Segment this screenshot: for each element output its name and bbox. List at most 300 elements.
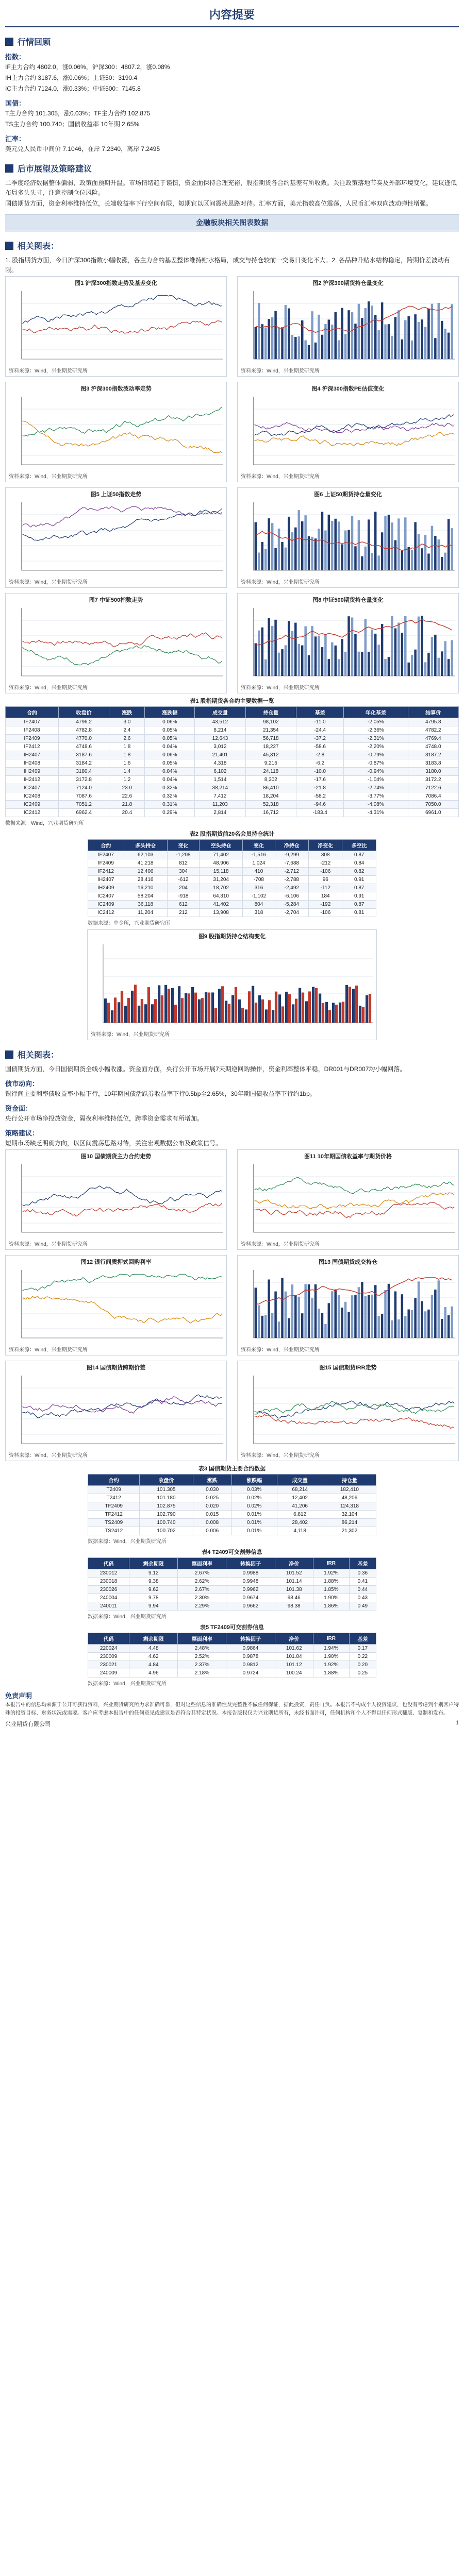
table-cell: 0.32% [145,784,195,792]
bar [368,1295,370,1338]
table-cell: 13,908 [200,909,243,917]
bar [274,1292,276,1338]
table-cell: 2.30% [178,1594,226,1602]
series-line [255,1193,454,1209]
chart-panel [5,1255,227,1355]
bar [394,317,396,359]
table-cell: 240011 [88,1602,129,1611]
table-cell: 1.88% [313,1578,349,1586]
bar [444,329,446,359]
bar [411,1310,413,1338]
short-bar [241,1008,244,1023]
table5-title: 表5 TF2409可交割券信息 [200,1624,264,1631]
long-bar [198,999,201,1023]
section1-heading-text: 行情回顾 [18,38,51,47]
short-bar [114,997,117,1023]
long-bar [238,999,241,1023]
table-cell: 9.62 [129,1586,178,1594]
table-row [6,784,459,792]
bar [255,643,257,676]
long-bar [158,985,160,1023]
table-cell: -21.8 [296,784,343,792]
bar [264,328,267,359]
table-row [88,1527,376,1535]
table-cell: -2.36% [344,726,408,735]
short-bar [342,1002,344,1023]
bar [394,1292,396,1338]
long-bar [111,1010,113,1023]
table-cell: 0.015 [193,1511,231,1519]
column-header: 持仓量 [245,707,296,718]
bar [377,330,379,359]
series-line [23,646,222,665]
table-cell: 98,102 [245,718,296,726]
table-row [88,1494,376,1502]
table-cell: 98.38 [275,1602,313,1611]
bond-intro: 国债期货方面，今日国债期货全线小幅收涨。资金面方面，央行公开市场开展7天期逆回购操作，资金利率整体平稳，DR001与DR007均小幅回落。 [5,1065,406,1073]
short-bar [369,994,371,1023]
long-bar [138,1006,140,1023]
table-cell: 812 [167,859,199,868]
table-cell: IC2407 [88,892,124,901]
long-bar [171,988,174,1023]
bar [418,1281,420,1338]
chart-source: 资料来源：Wind，兴业期货研究所 [9,580,88,585]
table-cell: -2.74% [344,784,408,792]
table-cell: 11,203 [195,801,245,809]
short-bar [315,988,318,1023]
table-cell: 15,118 [200,868,243,876]
chart-title: 图10 国债期货主力合约走势 [80,1154,152,1160]
long-bar [285,992,288,1023]
table-cell: 16,712 [245,809,296,817]
long-bar [339,1003,341,1023]
table-row [6,718,459,726]
chart-panel [237,382,459,482]
table-row [88,1594,376,1602]
table-row [88,1511,376,1519]
table-cell: 0.41 [349,1578,376,1586]
bar [384,516,386,570]
table-row [6,751,459,759]
chart-plot [6,1267,226,1344]
bar [407,663,409,676]
chart-title: 图12 银行间质押式回购利率 [80,1259,152,1265]
chart-title: 图5 上证50指数走势 [90,492,142,498]
table-cell: 4795.8 [408,718,458,726]
section-marker-icon [5,38,13,46]
bar [258,303,260,359]
bar [288,309,290,360]
long-bar [305,1001,308,1023]
column-header: IRR [313,1633,349,1645]
long-bar [345,985,348,1023]
table-cell: IC2409 [88,901,124,909]
chart-panel [237,1149,459,1250]
bar [361,318,363,359]
table-cell: 0.87 [342,884,376,892]
column-header: 空头持仓 [200,840,243,851]
bar [331,642,333,676]
bar [377,555,379,570]
long-bar [265,1009,268,1023]
group-line: IF主力合约 4802.0，涨0.06%，沪深300：4807.2，涨0.08% [5,63,170,71]
bar [374,512,376,570]
bar [368,301,370,359]
table-cell: 0.05% [145,759,195,768]
chart-source: 资料来源：Wind，兴业期货研究所 [241,1453,320,1459]
bar [258,553,260,571]
table2-source: 数据来源：中金所，兴业期货研究所 [88,921,170,926]
bar [274,548,276,570]
long-bar [118,1002,120,1023]
table-cell: 0.82 [342,868,376,876]
group-line: 美元兑人民币中间价 7.1046，在岸 7.2340，离岸 7.2495 [5,145,160,152]
bar [444,553,446,570]
column-header: 涨跌幅 [145,707,195,718]
table-cell: 0.025 [193,1494,231,1502]
bar [414,650,416,676]
bar [271,1313,273,1338]
table-cell: 101.305 [140,1486,193,1494]
chart-source: 资料来源：Wind，兴业期货研究所 [241,685,320,691]
chart-plot [238,605,458,682]
table-cell: 11,204 [124,909,167,917]
table-cell: 4770.0 [58,735,109,743]
short-bar [328,1010,331,1023]
bar [371,1295,373,1338]
table-cell: 2.6 [109,735,145,743]
bar [288,1318,290,1338]
table-cell: -2,492 [275,884,308,892]
table-cell: 1,514 [195,776,245,784]
bar [288,517,290,570]
bar [388,515,390,570]
bar [397,1319,400,1338]
table-header-row [6,707,459,718]
bar [414,314,416,359]
table-row [88,868,376,876]
chart-plot [238,499,458,577]
short-bar [349,987,351,1023]
table-row [88,1602,376,1611]
table-cell: IC2412 [6,809,59,817]
bar [427,309,429,359]
table-cell: 21,401 [195,751,245,759]
bar [291,335,293,359]
table-cell: 101.38 [275,1586,313,1594]
table-cell: 1.94% [313,1645,349,1653]
bar [271,317,273,359]
table-cell: -2,704 [275,909,308,917]
bar [354,1295,356,1338]
chart-source: 资料来源：Wind，兴业期货研究所 [241,1242,320,1247]
bar [434,536,436,570]
table-cell: T2412 [88,1494,140,1502]
table-cell: 0.030 [193,1486,231,1494]
bar [427,1310,429,1338]
bar [318,529,320,570]
table-row [88,1569,376,1578]
table-cell: 101.14 [275,1578,313,1586]
bar [281,649,283,676]
section-banner: 金融板块相关图表数据 [5,214,459,231]
table-cell: 1.92% [313,1569,349,1578]
table-row [6,743,459,751]
table-cell: 318 [243,909,275,917]
bar [401,633,403,676]
table-row [88,1653,376,1661]
bar [411,341,413,359]
table-cell: 0.008 [193,1519,231,1527]
table-cell: 230012 [88,1569,129,1578]
bar [397,310,400,359]
table-cell: 230021 [88,1661,129,1669]
table-cell: 0.01% [231,1519,277,1527]
long-bar [104,998,107,1023]
table-cell: IF2412 [88,868,124,876]
disclaimer-label: 免责声明 [5,1692,32,1700]
bar [431,526,433,570]
short-bar [308,991,311,1023]
chart-plot [6,288,226,365]
table-cell: -918 [167,892,199,901]
bar [331,521,333,570]
long-bar [252,986,254,1023]
bar [335,519,337,570]
chart-source: 资料来源：Wind，兴业期货研究所 [241,368,320,374]
table-cell: 58,204 [124,892,167,901]
table-cell: 2.67% [178,1586,226,1594]
bar [297,1297,300,1338]
bar [381,302,383,359]
long-bar [245,1009,247,1023]
bar [304,515,306,570]
short-bar [174,1005,177,1023]
bar [401,551,403,570]
section3-heading-text: 相关图表： [18,242,59,251]
long-bar [319,994,321,1023]
table-cell: 7086.4 [408,792,458,801]
bar [434,338,436,359]
short-bar [295,999,297,1023]
bar [404,1316,406,1338]
bar [364,619,367,676]
table-cell: 3180.0 [408,768,458,776]
bar [281,327,283,359]
bar [441,651,443,676]
series-line [255,422,454,433]
table-cell: -94.6 [296,801,343,809]
bar [351,618,353,676]
table-row [88,1661,376,1669]
bar [354,634,356,676]
bar [347,1312,350,1338]
short-bar [261,999,264,1023]
table-cell: -183.4 [296,809,343,817]
bar [308,345,310,359]
table-cell: 1.85% [313,1586,349,1594]
bar [421,548,423,570]
table-cell: -2.05% [344,718,408,726]
table-row [88,892,376,901]
table-cell: 3172.8 [58,776,109,784]
table-row [88,859,376,868]
table-cell: 0.01% [231,1527,277,1535]
table-cell: 0.49 [349,1602,376,1611]
bar [451,528,453,570]
chart-title: 图1 沪深300指数走势及基差变化 [75,280,157,286]
chart-title: 图13 国债期货成交持仓 [318,1259,378,1265]
bar [368,519,370,570]
table-cell: 2.18% [178,1669,226,1677]
table-cell: -6.2 [296,759,343,768]
bar [424,1311,426,1338]
chart-panel [5,382,227,482]
bar [271,523,273,570]
table-cell: 12,402 [277,1494,323,1502]
bar [397,518,400,570]
table-cell: 3187.2 [408,751,458,759]
bar [411,655,413,676]
bar [354,546,356,570]
chart-title: 图8 中证500期货持仓量变化 [312,597,384,603]
bar [444,1307,446,1338]
table-cell: IF2407 [88,851,124,859]
section-marker-icon [5,242,13,250]
bar [451,304,453,359]
column-header: 涨跌幅 [231,1475,277,1486]
bar [351,312,353,359]
table-cell: -112 [309,884,342,892]
column-header: 涨跌 [109,707,145,718]
chart-panel [5,1149,227,1250]
disclaimer-block [5,1692,459,1718]
short-bar [268,1000,271,1023]
long-bar [366,995,368,1023]
bar [261,542,263,570]
short-bar [181,998,184,1023]
short-bar [201,998,204,1023]
bar [358,520,360,571]
table-cell: IF2408 [6,726,59,735]
outlook-paragraph-2: 国债期货方面，资金利率维持低位，长端收益率下行空间有限，短期宜以区间震荡思路对待。汇率方面，美元指数高位震荡，人民币汇率双向波动弹性增强。 [5,200,433,207]
short-bar [107,1003,110,1023]
table-cell: 28,402 [277,1519,323,1527]
table-row [88,1578,376,1586]
column-header: 净变化 [309,840,342,851]
bar [271,626,273,676]
table-cell: T2409 [88,1486,140,1494]
table-cell: 7,412 [195,792,245,801]
bar [297,644,300,676]
chart-panel [5,276,227,377]
bar [434,1290,436,1338]
bar [421,616,423,676]
chart-source: 资料来源：Wind，兴业期货研究所 [91,1032,170,1038]
chart-source: 资料来源：Wind，兴业期货研究所 [241,580,320,585]
long-bar [225,1001,227,1023]
bar [371,630,373,676]
table-cell: -0.87% [344,759,408,768]
table-cell: -2,788 [275,876,308,884]
bar [377,1316,379,1338]
table-cell: 0.9878 [226,1653,275,1661]
table-cell: -1.04% [344,776,408,784]
bar [261,324,263,359]
chart-source: 资料来源：Wind，兴业期货研究所 [9,1242,88,1247]
short-bar [235,987,237,1023]
bar [381,1314,383,1338]
bar [347,616,350,676]
series-line [255,1202,454,1218]
table-row [6,726,459,735]
table-cell: 0.020 [193,1502,231,1511]
table-cell: 8,214 [195,726,245,735]
table-cell: 41,206 [277,1502,323,1511]
bar [361,556,363,570]
disclaimer-text: 本报告中的信息均来源于公开可获得资料，兴业期货研究所力求准确可靠，但对这些信息的准确性及完整性不做任何保证，据此投资，责任自负。本报告不构成个人投资建议，也没有考虑到个别客户特殊的投资目标、财务状况或需要。客户应考虑本报告中的任何意见或建议是否符合其特定状况。本报告版权仅为兴业期货所有，未经书面许可，任何机构和个人不得以任何形式翻版、复制和发布。 [5,1702,459,1716]
column-header: 票面利率 [178,1558,226,1569]
chart-title: 图3 沪深300指数波动率走势 [80,386,152,392]
bond-futures-table [88,1474,376,1535]
bar [294,337,296,359]
table-cell: -0.79% [344,751,408,759]
footer-page-number: 1 [455,1720,459,1726]
table-cell: 3.0 [109,718,145,726]
table-cell: 0.01% [231,1511,277,1519]
bar [438,303,440,359]
bar [391,336,393,359]
table-cell: 43,512 [195,718,245,726]
long-bar [205,992,207,1023]
bar [324,531,326,570]
chart-panel [237,276,459,377]
short-bar [127,998,130,1023]
table-cell: 3,012 [195,743,245,751]
table-cell: 1.86% [313,1602,349,1611]
table-cell: 9.12 [129,1569,178,1578]
table-cell: -9,299 [275,851,308,859]
table-cell: 0.04% [145,743,195,751]
chart-plot [238,1267,458,1344]
bar [451,1307,453,1338]
column-header: 变化 [167,840,199,851]
table-cell: 2.52% [178,1653,226,1661]
bar [338,1295,340,1338]
table-cell: -2.20% [344,743,408,751]
bar [441,1319,443,1338]
short-bar [121,991,123,1023]
chart-title: 图15 国债期货IRR走势 [319,1365,377,1371]
bar [344,334,346,359]
long-bar [218,989,221,1023]
table-cell: 4782.2 [408,726,458,735]
table-cell: 71,402 [200,851,243,859]
table-cell: -11.0 [296,718,343,726]
column-header: 转换因子 [226,1633,275,1645]
bar [314,1284,317,1338]
table-cell: 4.84 [129,1661,178,1669]
table-cell: -24.4 [296,726,343,735]
table-cell: 240009 [88,1669,129,1677]
table-cell: 3187.6 [58,751,109,759]
column-header: IRR [313,1558,349,1569]
table-cell: 4748.6 [58,743,109,751]
bar [278,653,280,676]
long-bar [292,1004,294,1023]
table-cell: -0.94% [344,768,408,776]
